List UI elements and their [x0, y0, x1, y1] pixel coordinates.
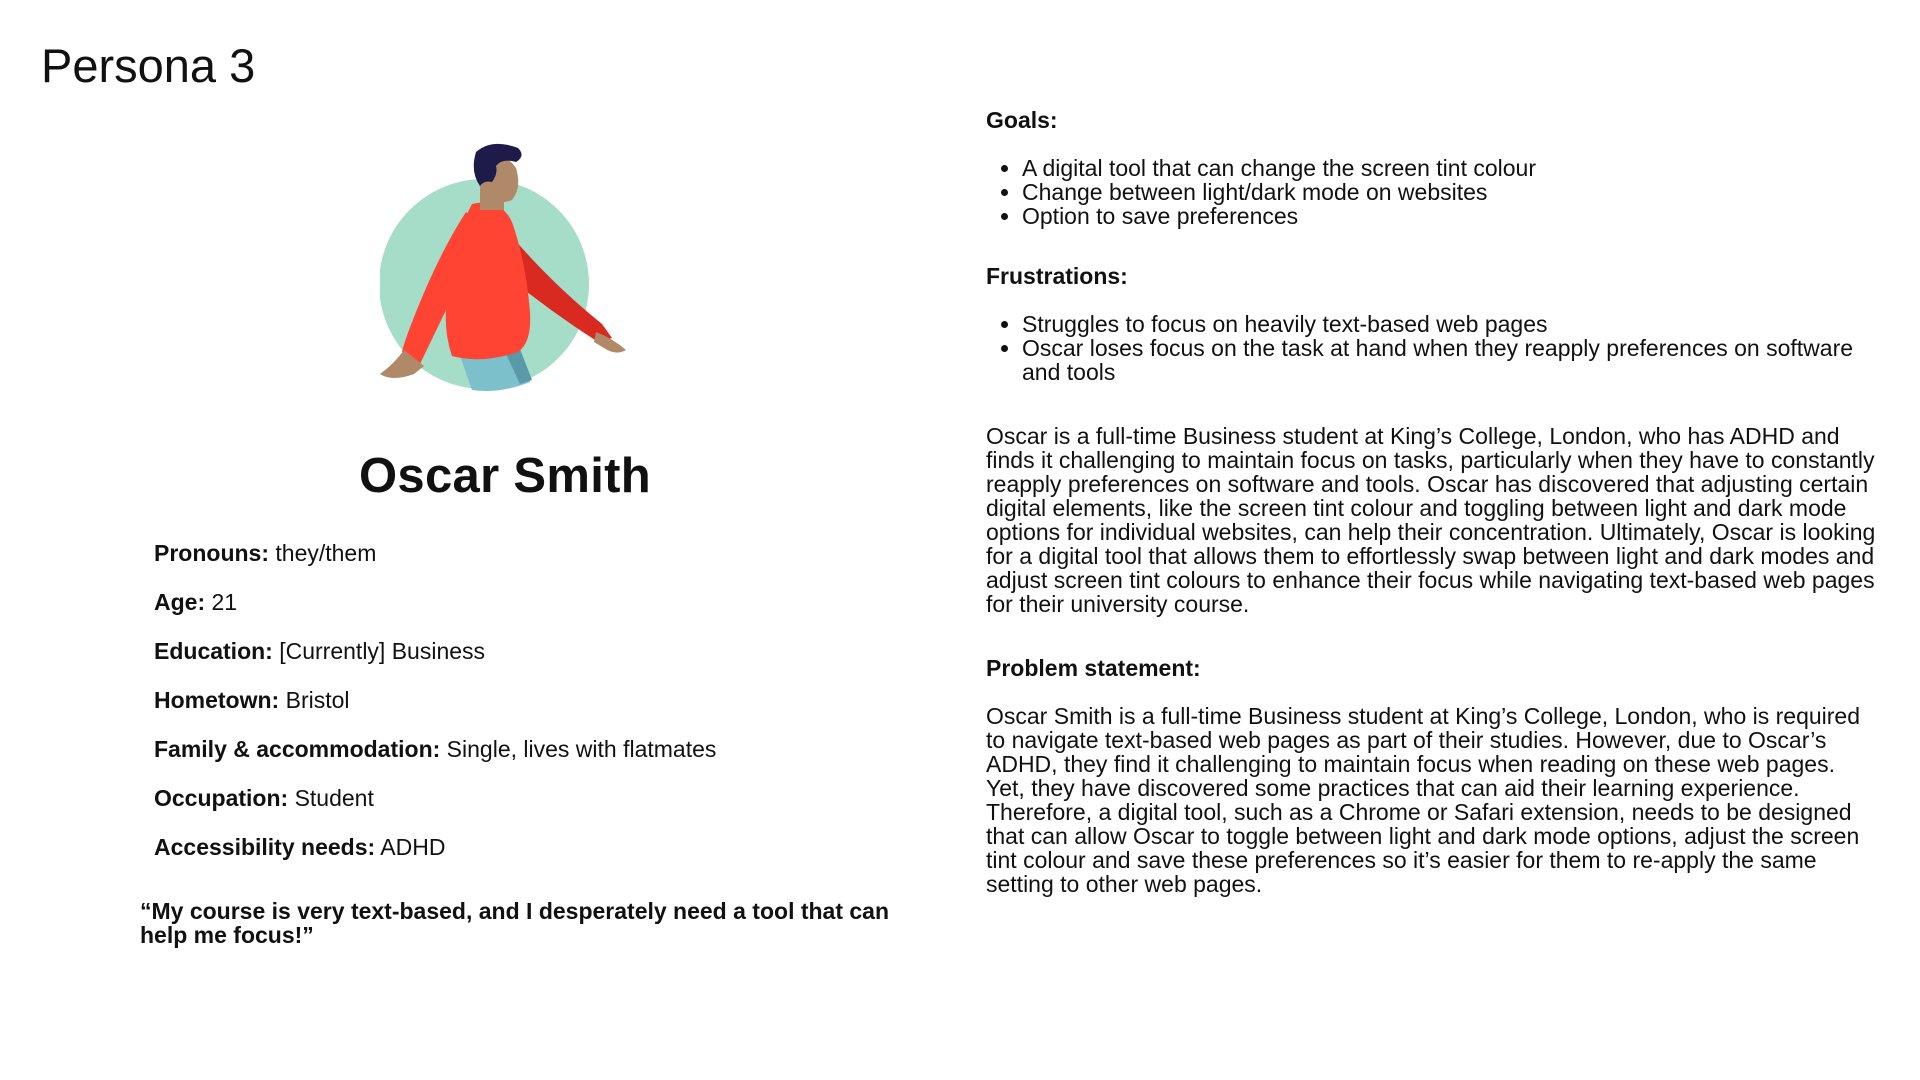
goals-heading: Goals:	[986, 107, 1058, 133]
detail-label: Hometown:	[154, 687, 280, 713]
detail-value: Student	[294, 785, 374, 811]
persona-right-column	[986, 108, 1876, 896]
detail-label: Accessibility needs:	[154, 834, 376, 860]
detail-pronouns	[154, 539, 854, 567]
persona-quote: “My course is very text-based, and I desperately need a tool that can help me focus!”	[140, 898, 890, 948]
detail-label: Family & accommodation:	[154, 736, 441, 762]
problem-statement-heading: Problem statement:	[986, 655, 1201, 681]
detail-label: Education:	[154, 638, 273, 664]
detail-education	[154, 637, 854, 665]
persona-name: Oscar Smith	[359, 449, 651, 503]
detail-value: 21	[211, 589, 238, 615]
list-item: • Option to save preferences	[1022, 204, 1876, 228]
list-item: • Struggles to focus on heavily text-based web pages	[1022, 312, 1876, 336]
list-item: • A digital tool that can change the screen tint colour	[1022, 156, 1876, 180]
list-item: • Oscar loses focus on the task at hand when they reapply preferences on software and tools	[1022, 336, 1876, 384]
detail-label: Occupation:	[154, 785, 289, 811]
list-item: • Change between light/dark mode on websites	[1022, 180, 1876, 204]
detail-label: Age:	[154, 589, 206, 615]
persona-details	[154, 539, 854, 882]
detail-family-accommodation	[154, 735, 854, 763]
detail-value: Single, lives with flatmates	[446, 736, 717, 762]
frustrations-heading: Frustrations:	[986, 263, 1128, 289]
person-illustration-icon	[380, 142, 640, 402]
detail-age	[154, 588, 854, 616]
detail-occupation	[154, 784, 854, 812]
detail-value: ADHD	[380, 834, 446, 860]
detail-value: they/them	[275, 540, 377, 566]
problem-statement-text: Oscar Smith is a full-time Business student at King’s College, London, who is required to navigate text-based web pages as part of their studies. However, due to Oscar’s ADHD, they find it challenging to maintain focus when reading on these web pages. Yet, they have discovered some practices that can aid their learning experience. Therefore, a digital tool, such as a Chrome or Safari extension, needs to be designed that can allow Oscar to toggle between light and dark mode options, adjust the screen tint colour and save these preferences so it’s easier for them to re-apply the same setting to other web pages.	[986, 703, 1861, 897]
detail-value: [Currently] Business	[279, 638, 486, 664]
detail-label: Pronouns:	[154, 540, 269, 566]
frustrations-list	[986, 312, 1876, 384]
detail-accessibility-needs	[154, 833, 854, 861]
bio-paragraph: Oscar is a full-time Business student at King’s College, London, who has ADHD and finds it challenging to maintain focus on tasks, particularly when they have to constantly reapply preferences on software and tools. Oscar has discovered that adjusting certain digital elements, like the screen tint colour and toggling between light and dark mode options for individual websites, can help their concentration. Ultimately, Oscar is looking for a digital tool that allows them to effortlessly swap between light and dark modes and adjust screen tint colours to enhance their focus while navigating text-based web pages for their university course.	[986, 423, 1876, 617]
avatar-right-hand	[594, 332, 626, 353]
page-title: Persona 3	[41, 39, 256, 92]
detail-value: Bristol	[285, 687, 350, 713]
goals-list	[986, 156, 1876, 228]
detail-hometown	[154, 686, 854, 714]
